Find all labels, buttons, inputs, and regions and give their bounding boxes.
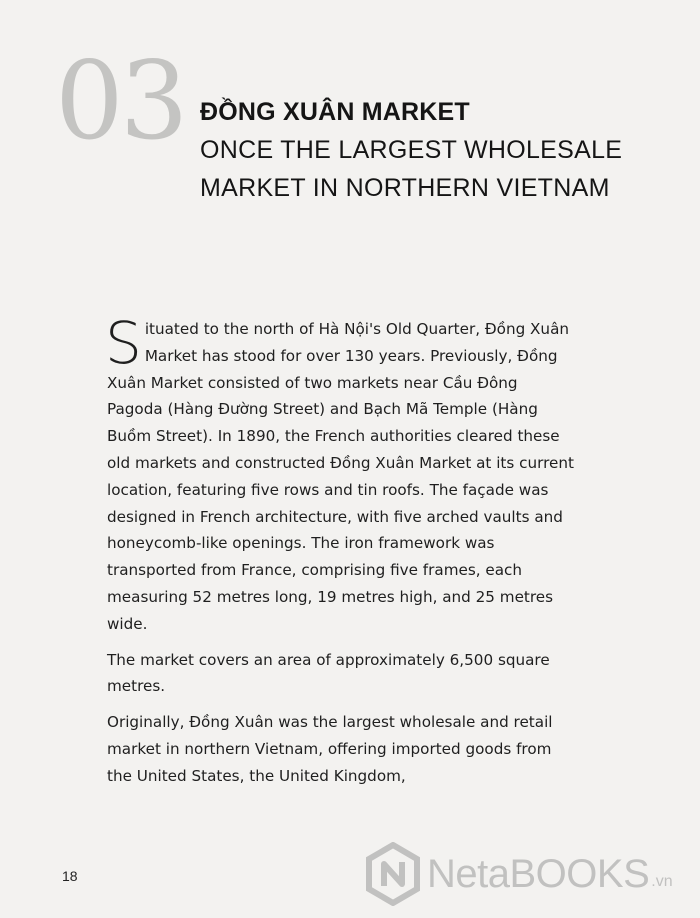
watermark-suffix: .vn bbox=[651, 873, 673, 890]
chapter-subtitle-line-2: MARKET IN NORTHERN VIETNAM bbox=[200, 174, 610, 202]
chapter-subtitle bbox=[200, 131, 680, 207]
chapter-title: ĐỒNG XUÂN MARKET bbox=[200, 98, 470, 126]
chapter-title-block bbox=[200, 97, 680, 207]
paragraph-2: The market covers an area of approximately 6,500 square metres. bbox=[107, 650, 550, 696]
page-number: 18 bbox=[62, 868, 78, 884]
paragraph-3: Originally, Đồng Xuân was the largest wholesale and retail market in northern Vietnam, offering imported goods from the United States, the United Kingdom, bbox=[107, 713, 553, 785]
paragraph-1 bbox=[105, 309, 577, 638]
chapter-subtitle-line-1: ONCE THE LARGEST WHOLESALE bbox=[200, 136, 623, 164]
paragraph-1-text: ituated to the north of Hà Nội's Old Quarter, Đồng Xuân Market has stood for over 130 years. Previously, Đồng Xuân Market consisted of two markets near Cầu Đông Pagoda (Hàng Đường Street) and Bạch Mã Temple (Hàng Buồm Street). In 1890, the French authorities cleared these old markets and constructed Đồng Xuân Market at its current location, featuring five rows and tin roofs. The façade was designed in French architecture, with five arched vaults and honeycomb-like openings. The iron framework was transported from France, comprising five frames, each measuring 52 metres long, 19 metres high, and 25 metres wide. bbox=[107, 320, 574, 633]
drop-cap: S bbox=[105, 309, 142, 377]
chapter-number: 03 bbox=[55, 39, 185, 164]
body-text bbox=[105, 309, 577, 799]
watermark-brand: NetaBOOKS bbox=[427, 851, 650, 896]
watermark bbox=[365, 842, 673, 906]
hexagon-n-logo-icon bbox=[365, 842, 421, 906]
